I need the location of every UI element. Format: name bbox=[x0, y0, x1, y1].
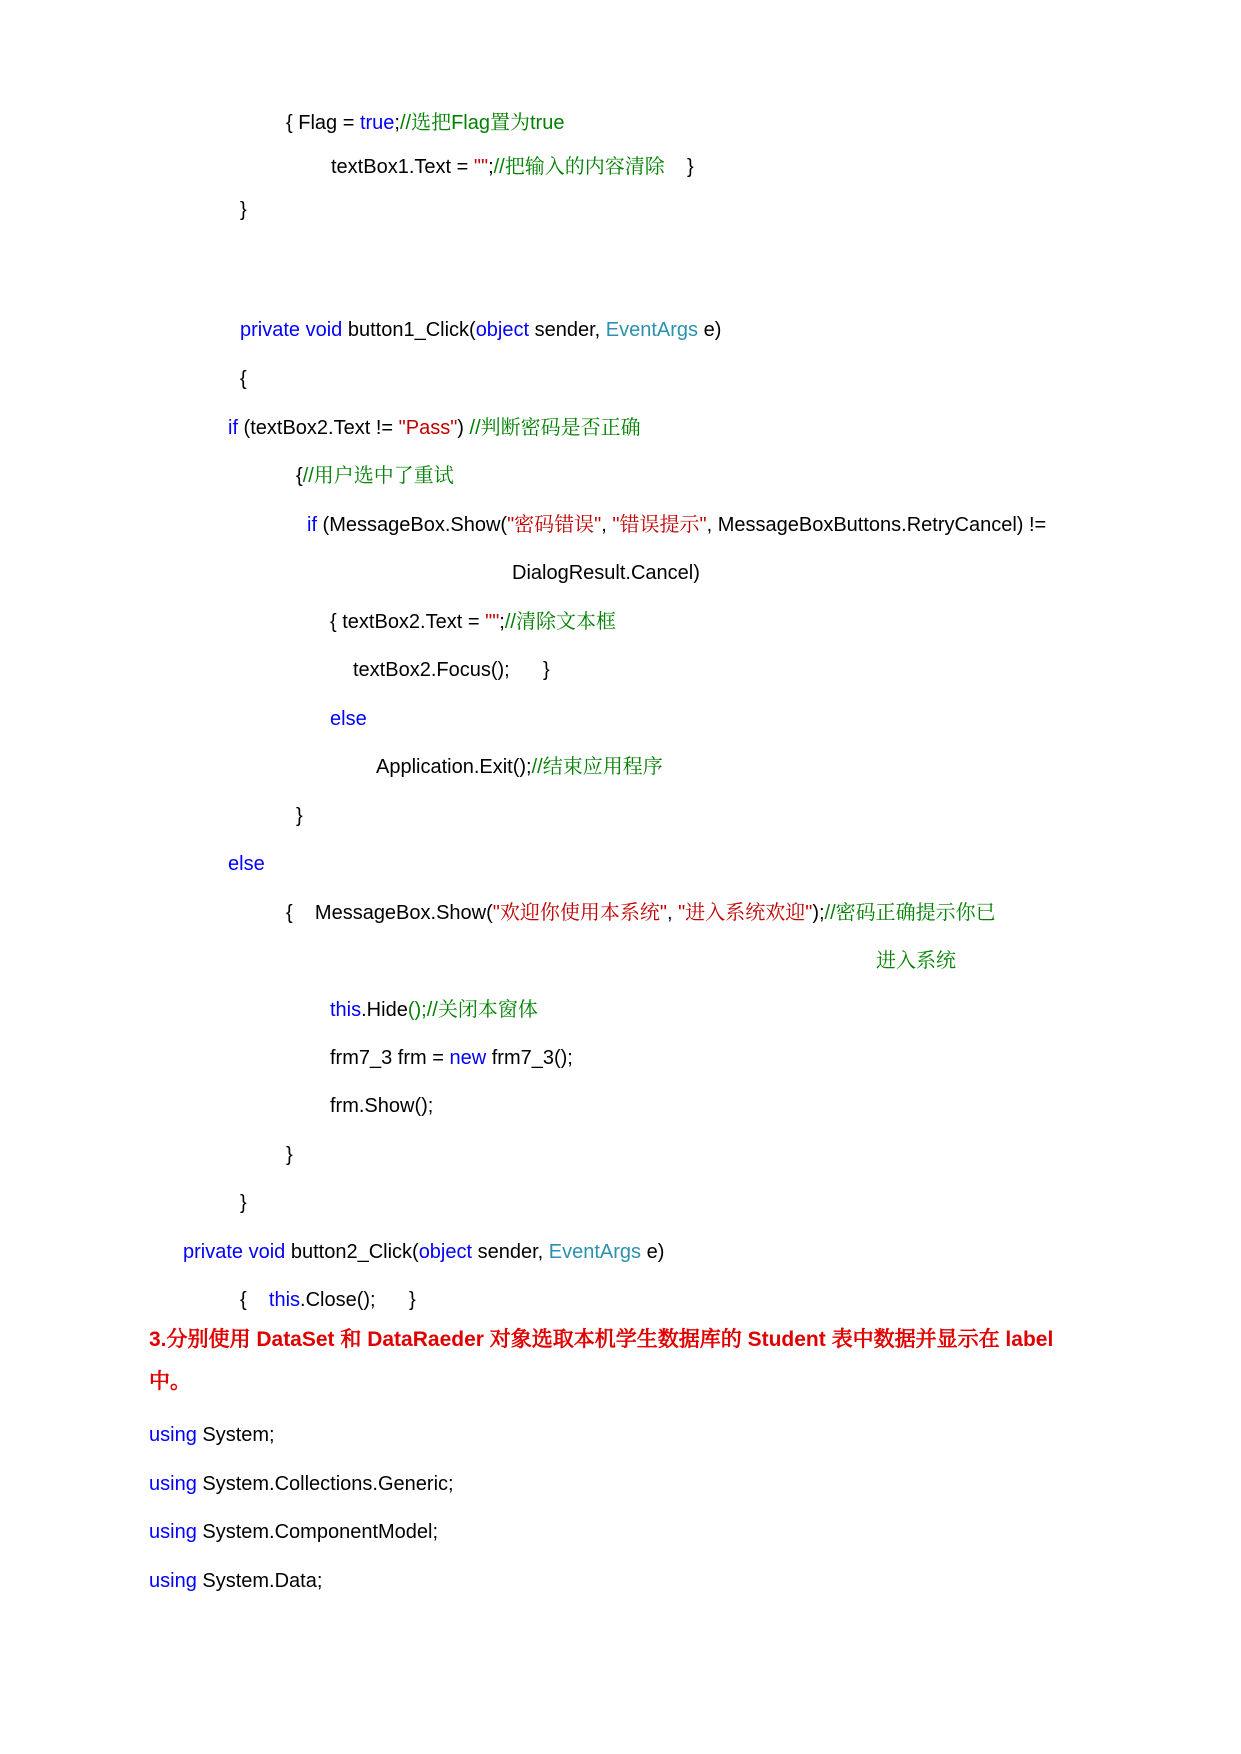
code-comment: //清除文本框 bbox=[504, 611, 616, 633]
code-text: { bbox=[240, 368, 247, 390]
code-text: } bbox=[296, 805, 303, 827]
code-keyword: true bbox=[359, 112, 395, 134]
code-keyword: else bbox=[228, 853, 265, 875]
code-text: sender, bbox=[472, 1241, 549, 1263]
code-string: "进入系统欢迎" bbox=[678, 902, 813, 924]
code-text: { MessageBox.Show( bbox=[286, 902, 493, 924]
code-line-close-brace bbox=[240, 1189, 247, 1217]
code-text: { bbox=[296, 465, 303, 487]
code-string: "" bbox=[473, 156, 489, 178]
code-text: ); bbox=[812, 902, 825, 924]
code-string: "欢迎你使用本系统" bbox=[492, 902, 667, 924]
using-line bbox=[149, 1567, 322, 1595]
code-line-open-brace bbox=[240, 365, 247, 393]
code-text: , bbox=[601, 514, 613, 536]
code-comment: //选把Flag置为true bbox=[399, 112, 565, 134]
code-text: frm7_3(); bbox=[486, 1047, 573, 1069]
code-text: } bbox=[240, 1192, 247, 1214]
code-line-hide bbox=[330, 996, 538, 1024]
code-comment: //判断密码是否正确 bbox=[469, 417, 641, 439]
namespace: System.ComponentModel; bbox=[196, 1521, 439, 1543]
code-text: ; bbox=[394, 112, 400, 134]
code-keyword: else bbox=[330, 708, 367, 730]
section-heading: 3.分别使用 DataSet 和 DataRaeder 对象选取本机学生数据库的 Student 表中数据并显示在 label bbox=[149, 1328, 1054, 1351]
code-text: (textBox2.Text != bbox=[238, 417, 399, 439]
section-heading-continued: 中。 bbox=[149, 1370, 191, 1393]
namespace: System.Data; bbox=[196, 1570, 323, 1592]
code-text: { bbox=[240, 1289, 269, 1311]
code-string: "错误提示" bbox=[612, 514, 707, 536]
code-comment: 进入系统 bbox=[876, 950, 956, 972]
using-line bbox=[149, 1470, 454, 1498]
code-comment: //把输入的内容清除 bbox=[493, 156, 665, 178]
code-text: (MessageBox.Show( bbox=[317, 514, 508, 536]
code-text: } bbox=[286, 1144, 293, 1166]
code-text: , MessageBoxButtons.RetryCancel) != bbox=[706, 514, 1047, 536]
code-line-comment-wrap bbox=[876, 947, 956, 975]
code-line-focus bbox=[353, 656, 550, 684]
code-keyword: using bbox=[149, 1473, 197, 1495]
code-keyword: using bbox=[149, 1424, 197, 1446]
code-keyword: using bbox=[149, 1570, 197, 1592]
code-line-dialogresult bbox=[512, 559, 700, 587]
code-keyword: if bbox=[307, 514, 317, 536]
code-text: textBox1.Text = bbox=[331, 156, 474, 178]
code-comment: //用户选中了重试 bbox=[302, 465, 454, 487]
code-string: "" bbox=[485, 611, 500, 633]
code-keyword: this bbox=[268, 1289, 301, 1311]
code-keyword: this bbox=[330, 999, 362, 1021]
code-text: sender, bbox=[529, 319, 606, 341]
using-line bbox=[149, 1421, 275, 1449]
code-text: e) bbox=[698, 319, 722, 341]
code-keyword: private void bbox=[183, 1241, 286, 1263]
code-string: "Pass" bbox=[398, 417, 458, 439]
code-keyword: if bbox=[228, 417, 238, 439]
code-line-clear-textbox1 bbox=[331, 153, 694, 181]
code-line-else-inner bbox=[330, 705, 367, 733]
code-text: e) bbox=[641, 1241, 665, 1263]
code-keyword: using bbox=[149, 1521, 197, 1543]
code-keyword: new bbox=[449, 1047, 487, 1069]
code-text: button1_Click( bbox=[342, 319, 476, 341]
code-text: , bbox=[666, 902, 679, 924]
namespace: System.Collections.Generic; bbox=[196, 1473, 454, 1495]
code-line-exit bbox=[376, 753, 663, 781]
code-line-if-messagebox bbox=[307, 511, 1046, 539]
namespace: System; bbox=[196, 1424, 275, 1446]
code-line-new-form bbox=[330, 1044, 573, 1072]
code-text: frm7_3 frm = bbox=[330, 1047, 450, 1069]
code-text: } bbox=[664, 156, 694, 178]
code-text: } bbox=[240, 199, 247, 221]
code-text: { textBox2.Text = bbox=[330, 611, 486, 633]
code-comment: //结束应用程序 bbox=[531, 756, 663, 778]
code-comment: ();//关闭本窗体 bbox=[407, 999, 538, 1021]
code-keyword: private void bbox=[240, 319, 343, 341]
code-type: EventArgs bbox=[605, 319, 699, 341]
code-line-retry-comment bbox=[296, 462, 454, 490]
code-line-clear-textbox2 bbox=[330, 608, 616, 636]
code-line-show-form bbox=[330, 1092, 433, 1120]
code-line-close-brace bbox=[296, 802, 303, 830]
code-keyword: object bbox=[418, 1241, 473, 1263]
code-text: .Close(); } bbox=[300, 1289, 416, 1311]
code-text: ) bbox=[457, 417, 470, 439]
code-line-if-pass bbox=[228, 414, 641, 442]
code-text: textBox2.Focus(); } bbox=[353, 659, 550, 681]
code-line-close-brace bbox=[286, 1141, 293, 1169]
code-text: .Hide bbox=[361, 999, 408, 1021]
code-text: ; bbox=[488, 156, 494, 178]
code-line-button1-signature bbox=[240, 316, 721, 344]
code-line-close-brace bbox=[240, 196, 247, 224]
code-comment: //密码正确提示你已 bbox=[824, 902, 996, 924]
code-line-welcome bbox=[286, 899, 996, 927]
code-text: button2_Click( bbox=[285, 1241, 419, 1263]
code-text: frm.Show(); bbox=[330, 1095, 434, 1117]
code-line-flag bbox=[286, 109, 564, 137]
code-text: DialogResult.Cancel) bbox=[512, 562, 700, 584]
code-line-close-method bbox=[240, 1286, 416, 1314]
using-line bbox=[149, 1518, 438, 1546]
code-type: EventArgs bbox=[548, 1241, 642, 1263]
code-line-button2-signature bbox=[183, 1238, 664, 1266]
code-text: ; bbox=[499, 611, 505, 633]
code-text: Application.Exit(); bbox=[376, 756, 532, 778]
code-text: { Flag = bbox=[286, 112, 360, 134]
code-line-else-outer bbox=[228, 850, 265, 878]
code-keyword: object bbox=[475, 319, 530, 341]
code-string: "密码错误" bbox=[507, 514, 602, 536]
